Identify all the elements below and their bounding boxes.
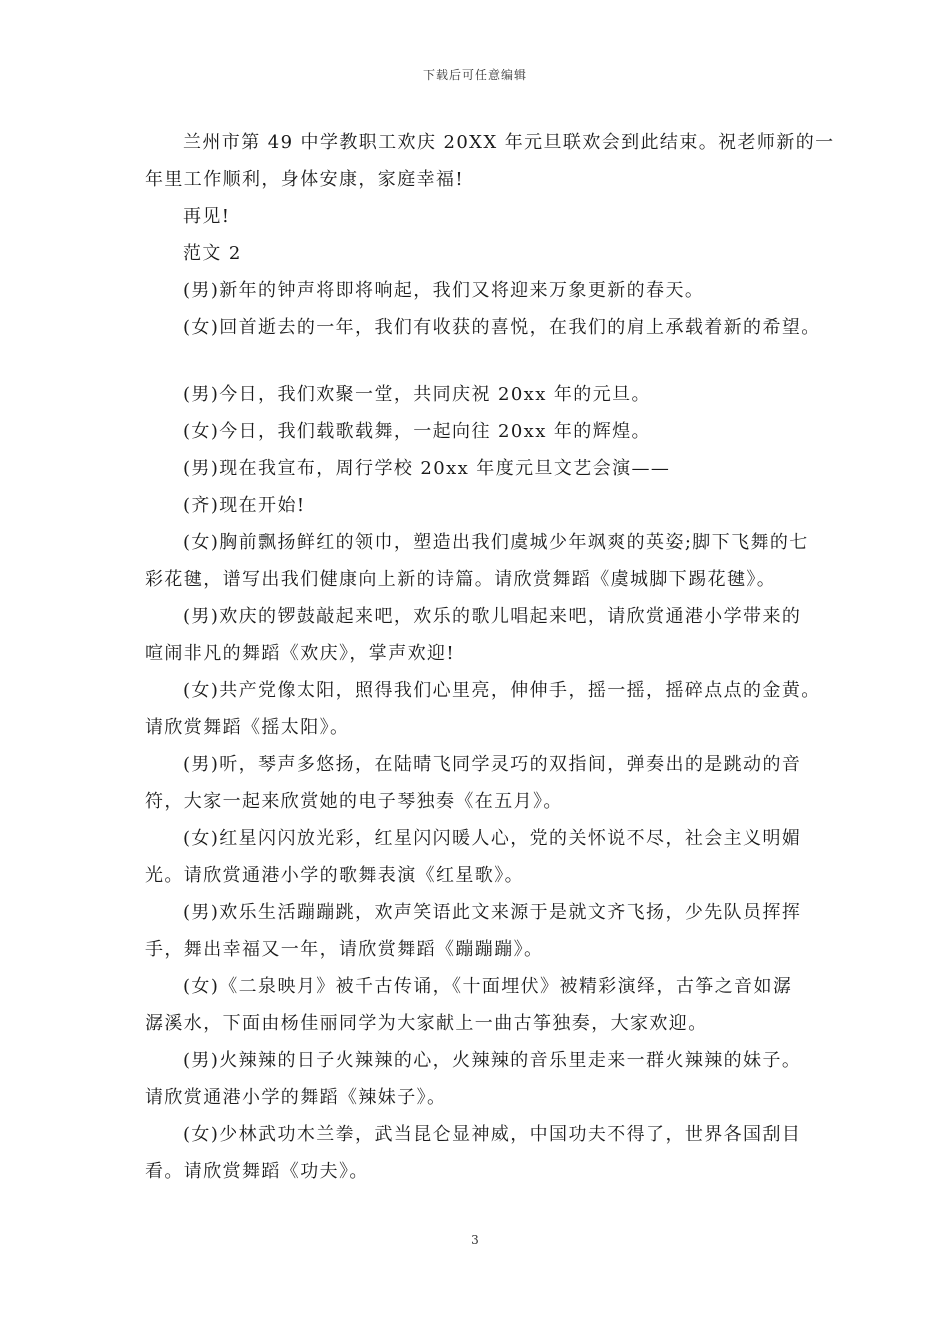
paragraph (145, 450, 821, 487)
paragraph-line: 再见! (183, 206, 231, 227)
section-heading-text: 范文 2 (183, 243, 242, 264)
paragraph (145, 376, 821, 413)
paragraph (145, 487, 821, 524)
paragraph (145, 598, 821, 672)
document-body (145, 124, 835, 1190)
paragraph (145, 1042, 821, 1116)
paragraph-line: 潺溪水，下面由杨佳丽同学为大家献上一曲古筝独奏，大家欢迎。 (145, 1013, 708, 1034)
paragraph-line: 喧闹非凡的舞蹈《欢庆》，掌声欢迎! (145, 643, 456, 664)
paragraph-line: (女)少林武功木兰拳，武当昆仑显神威，中国功夫不得了，世界各国刮目 (183, 1124, 802, 1145)
paragraph-line: (女)共产党像太阳，照得我们心里亮，伸伸手，摇一摇，摇碎点点的金黄。 (183, 680, 821, 701)
paragraph-line: (女)今日，我们载歌载舞，一起向往 20xx 年的辉煌。 (183, 421, 651, 442)
paragraph (145, 309, 821, 346)
paragraph (145, 1116, 821, 1190)
paragraph-line: (男)听，琴声多悠扬，在陆晴飞同学灵巧的双指间，弹奏出的是跳动的音 (183, 754, 802, 775)
paragraph (145, 746, 821, 820)
blank-spacer (145, 346, 821, 376)
paragraph-line: 请欣赏通港小学的舞蹈《辣妹子》。 (145, 1087, 447, 1108)
paragraph-line: 彩花毽，谱写出我们健康向上新的诗篇。请欣赏舞蹈《虞城脚下踢花毽》。 (145, 569, 777, 590)
paragraph-line: 光。请欣赏通港小学的歌舞表演《红星歌》。 (145, 865, 524, 886)
paragraph (145, 894, 821, 968)
paragraph-line: (女)红星闪闪放光彩，红星闪闪暖人心，党的关怀说不尽，社会主义明媚 (183, 828, 802, 849)
paragraph-line: (男)今日，我们欢聚一堂，共同庆祝 20xx 年的元旦。 (183, 384, 651, 405)
paragraph (145, 524, 821, 598)
paragraph-line: 手，舞出幸福又一年，请欣赏舞蹈《蹦蹦蹦》。 (145, 939, 544, 960)
paragraph-line: 请欣赏舞蹈《摇太阳》。 (145, 717, 350, 738)
paragraph (145, 820, 821, 894)
page-number: 3 (471, 1233, 479, 1247)
paragraph-goodbye (145, 198, 821, 235)
section-heading (145, 235, 821, 272)
paragraph (145, 672, 821, 746)
paragraph-line: (齐)现在开始! (183, 495, 306, 516)
paragraph-line: 看。请欣赏舞蹈《功夫》。 (145, 1161, 369, 1182)
paragraph-line: (女)胸前飘扬鲜红的领巾，塑造出我们虞城少年飒爽的英姿;脚下飞舞的七 (183, 532, 809, 553)
paragraph-line: 符，大家一起来欣赏她的电子琴独奏《在五月》。 (145, 791, 563, 812)
paragraph-line: (男)新年的钟声将即将响起，我们又将迎来万象更新的春天。 (183, 280, 705, 301)
paragraph-line: (男)现在我宣布，周行学校 20xx 年度元旦文艺会演—— (183, 458, 671, 479)
paragraph-line: 年里工作顺利，身体安康，家庭幸福! (145, 169, 465, 190)
paragraph-line: (女)回首逝去的一年，我们有收获的喜悦，在我们的肩上承载着新的希望。 (183, 317, 821, 338)
paragraph-line: (女)《二泉映月》被千古传诵，《十面埋伏》被精彩演绎，古筝之音如潺 (183, 976, 793, 997)
paragraph (145, 413, 821, 450)
paragraph-line: (男)欢乐生活蹦蹦跳，欢声笑语此文来源于是就文齐飞扬，少先队员挥挥 (183, 902, 802, 923)
paragraph-line: 兰州市第 49 中学教职工欢庆 20XX 年元旦联欢会到此结束。祝老师新的一 (183, 132, 835, 153)
paragraph-line: (男)火辣辣的日子火辣辣的心，火辣辣的音乐里走来一群火辣辣的妹子。 (183, 1050, 802, 1071)
paragraph (145, 272, 821, 309)
paragraph-line: (男)欢庆的锣鼓敲起来吧，欢乐的歌儿唱起来吧，请欣赏通港小学带来的 (183, 606, 802, 627)
page-header: 下载后可任意编辑 (422, 68, 527, 82)
paragraph (145, 968, 821, 1042)
paragraph-closing (145, 124, 835, 198)
